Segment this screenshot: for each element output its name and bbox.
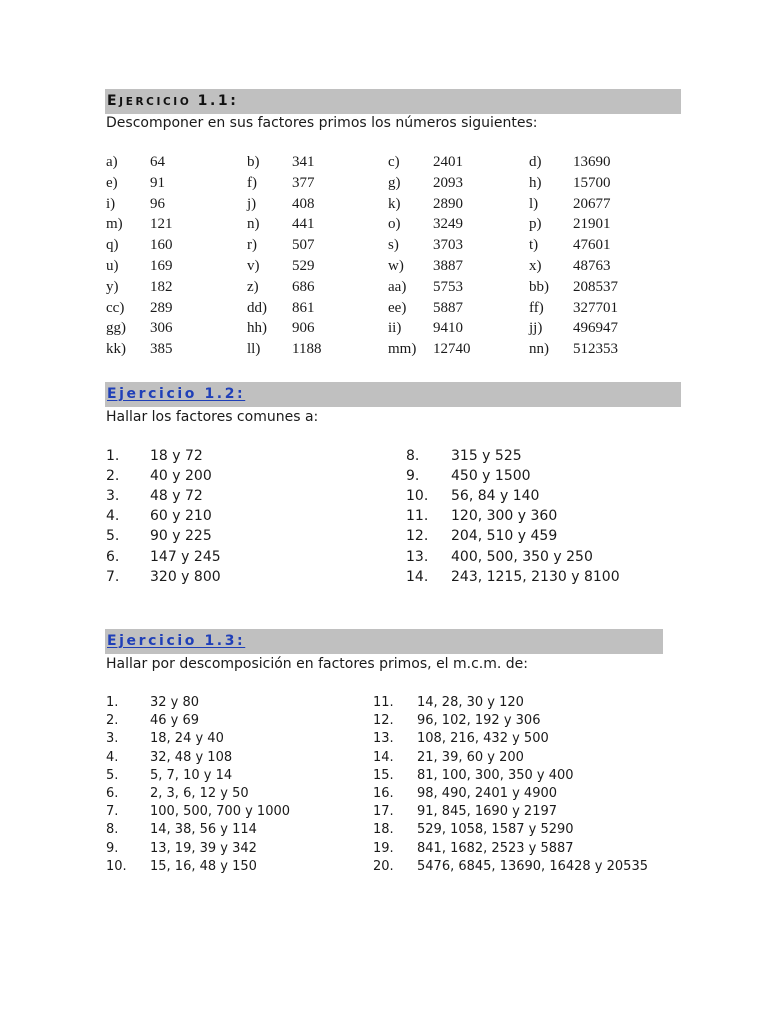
item-label: u) [106, 258, 119, 274]
item-label: ff) [529, 299, 544, 316]
list-item [0, 821, 768, 841]
item-text: 400, 500, 350 y 250 [451, 548, 593, 565]
item-number: 3887 [433, 258, 463, 274]
item-number: 441 [292, 216, 315, 233]
item-label: ee) [388, 299, 407, 316]
item-number: 5887 [433, 299, 463, 316]
item-number: 11. [373, 695, 394, 710]
exercise-1-2-title-link[interactable]: Ejercicio 1.2: [107, 386, 246, 402]
item-label: gg) [106, 320, 126, 337]
item-label: mm) [388, 341, 417, 358]
item-number: 13. [406, 548, 429, 565]
item-label: i) [106, 195, 116, 212]
item-number: 1188 [292, 341, 322, 358]
item-number: 3. [106, 731, 119, 747]
item-number: 47601 [573, 237, 611, 254]
item-number: 10. [406, 488, 429, 505]
item-text: 56, 84 y 140 [451, 488, 540, 505]
item-number: 906 [292, 320, 315, 337]
item-number: 10. [106, 858, 127, 874]
table-row [0, 214, 768, 234]
item-label: z) [247, 278, 259, 295]
item-number: 512353 [573, 341, 618, 358]
item-text: 32, 48 y 108 [150, 749, 233, 765]
item-label: v) [247, 258, 260, 274]
item-number: 13690 [573, 154, 611, 170]
item-text: 243, 1215, 2130 y 8100 [451, 568, 620, 585]
item-label: hh) [247, 320, 267, 337]
item-number: 5753 [433, 278, 463, 295]
list-item [0, 694, 768, 714]
item-text: 48 y 72 [150, 488, 203, 505]
item-number: 861 [292, 299, 315, 316]
list-item [0, 803, 768, 823]
table-row [0, 277, 768, 297]
item-label: ii) [388, 320, 402, 337]
item-text: 5476, 6845, 13690, 16428 y 20535 [417, 858, 648, 874]
table-row [0, 235, 768, 255]
table-row [0, 339, 768, 359]
item-number: 208537 [573, 278, 618, 295]
item-text: 108, 216, 432 y 500 [417, 731, 549, 747]
item-number: 327701 [573, 299, 618, 316]
list-item [0, 730, 768, 750]
list-item [0, 506, 768, 526]
exercise-1-2-instruction: Hallar los factores comunes a: [106, 409, 319, 425]
item-text: 91, 845, 1690 y 2197 [417, 804, 558, 820]
item-text: 147 y 245 [150, 548, 221, 565]
item-number: 17. [373, 804, 394, 820]
item-text: 21, 39, 60 y 200 [417, 749, 524, 765]
item-label: kk) [106, 341, 126, 358]
item-label: l) [529, 195, 539, 212]
item-number: 289 [150, 299, 173, 316]
item-number: 121 [150, 216, 173, 233]
item-label: q) [106, 237, 119, 254]
item-number: 16. [373, 786, 394, 801]
table-row [0, 298, 768, 318]
item-number: 2890 [433, 195, 463, 212]
item-label: h) [529, 174, 542, 191]
item-number: 64 [150, 154, 165, 170]
table-row [0, 256, 768, 276]
item-label: n) [247, 216, 260, 233]
item-text: 18 y 72 [150, 448, 203, 464]
item-number: 4. [106, 508, 120, 525]
item-text: 204, 510 y 459 [451, 528, 558, 545]
item-label: cc) [106, 299, 125, 316]
item-number: 96 [150, 195, 165, 212]
item-text: 32 y 80 [150, 695, 200, 710]
list-item [0, 712, 768, 732]
table-row [0, 318, 768, 338]
item-text: 2, 3, 6, 12 y 50 [150, 786, 249, 801]
item-number: 8. [406, 448, 420, 464]
item-number: 11. [406, 508, 429, 525]
exercise-1-1-instruction: Descomponer en sus factores primos los números siguientes: [106, 115, 538, 131]
item-label: f) [247, 174, 257, 191]
table-row [0, 173, 768, 193]
list-item [0, 547, 768, 567]
item-label: s) [388, 237, 399, 254]
item-label: jj) [529, 320, 543, 337]
exercise-1-2-heading[interactable] [105, 382, 681, 407]
list-item [0, 858, 768, 878]
item-number: 408 [292, 195, 315, 212]
list-item [0, 749, 768, 769]
table-row [0, 194, 768, 214]
item-number: 5. [106, 767, 119, 783]
item-text: 81, 100, 300, 350 y 400 [417, 767, 574, 783]
item-number: 2. [106, 468, 120, 485]
item-label: o) [388, 216, 401, 233]
item-text: 450 y 1500 [451, 468, 531, 485]
item-text: 96, 102, 192 y 306 [417, 713, 541, 729]
item-text: 60 y 210 [150, 508, 212, 525]
item-number: 341 [292, 154, 315, 170]
item-text: 320 y 800 [150, 568, 221, 585]
item-text: 98, 490, 2401 y 4900 [417, 786, 558, 801]
item-number: 377 [292, 174, 315, 191]
item-label: d) [529, 154, 542, 170]
item-label: dd) [247, 299, 267, 316]
item-text: 15, 16, 48 y 150 [150, 858, 257, 874]
item-text: 315 y 525 [451, 448, 522, 464]
item-text: 40 y 200 [150, 468, 212, 485]
exercise-1-3-heading[interactable] [105, 629, 663, 654]
item-text: 90 y 225 [150, 528, 212, 545]
item-number: 306 [150, 320, 173, 337]
item-label: bb) [529, 278, 549, 295]
item-number: 3249 [433, 216, 463, 233]
item-label: j) [247, 195, 257, 212]
item-number: 9. [406, 468, 420, 485]
item-number: 14. [373, 749, 394, 765]
item-label: aa) [388, 278, 407, 295]
item-number: 20677 [573, 195, 611, 212]
list-item [0, 767, 768, 787]
item-number: 7. [106, 804, 119, 820]
item-text: 100, 500, 700 y 1000 [150, 804, 291, 820]
item-label: c) [388, 154, 400, 170]
item-label: m) [106, 216, 123, 233]
item-text: 46 y 69 [150, 713, 200, 729]
item-number: 6. [106, 548, 120, 565]
item-text: 14, 28, 30 y 120 [417, 695, 524, 710]
item-label: ll) [247, 341, 261, 358]
item-text: 841, 1682, 2523 y 5887 [417, 840, 574, 856]
item-text: 18, 24 y 40 [150, 731, 224, 747]
exercise-1-3-instruction: Hallar por descomposición en factores primos, el m.c.m. de: [106, 656, 529, 672]
item-label: p) [529, 216, 542, 233]
item-label: t) [529, 237, 539, 254]
list-item [0, 526, 768, 546]
item-number: 169 [150, 258, 173, 274]
item-number: 8. [106, 822, 119, 838]
item-number: 12. [373, 713, 394, 729]
list-item [0, 486, 768, 506]
item-label: e) [106, 174, 118, 191]
item-number: 160 [150, 237, 173, 254]
item-number: 529 [292, 258, 315, 274]
item-label: r) [247, 237, 257, 254]
item-number: 2093 [433, 174, 463, 191]
item-text: 14, 38, 56 y 114 [150, 822, 257, 838]
item-number: 9. [106, 840, 119, 856]
item-label: nn) [529, 341, 549, 358]
item-label: x) [529, 258, 542, 274]
item-text: 529, 1058, 1587 y 5290 [417, 822, 574, 838]
item-number: 1. [106, 695, 119, 710]
exercise-1-3-title-link[interactable]: Ejercicio 1.3: [107, 633, 246, 649]
item-number: 385 [150, 341, 173, 358]
item-number: 1. [106, 448, 120, 464]
item-text: 120, 300 y 360 [451, 508, 558, 525]
item-number: 15700 [573, 174, 611, 191]
exercise-1-1-heading: EJERCICIO 1.1: [105, 89, 681, 114]
list-item [0, 466, 768, 486]
table-row [0, 152, 768, 172]
item-text: 5, 7, 10 y 14 [150, 767, 233, 783]
item-number: 12740 [433, 341, 471, 358]
list-item [0, 785, 768, 805]
item-number: 91 [150, 174, 165, 191]
item-number: 686 [292, 278, 315, 295]
item-number: 507 [292, 237, 315, 254]
item-number: 15. [373, 767, 394, 783]
item-number: 14. [406, 568, 429, 585]
item-label: b) [247, 154, 260, 170]
item-label: a) [106, 154, 118, 170]
item-number: 2. [106, 713, 119, 729]
list-item [0, 840, 768, 860]
item-number: 2401 [433, 154, 463, 170]
item-number: 12. [406, 528, 429, 545]
item-number: 7. [106, 568, 120, 585]
item-label: w) [388, 258, 404, 274]
item-number: 20. [373, 858, 394, 874]
item-number: 4. [106, 749, 119, 765]
list-item [0, 446, 768, 466]
item-label: g) [388, 174, 401, 191]
item-number: 13. [373, 731, 394, 747]
item-number: 21901 [573, 216, 611, 233]
item-number: 496947 [573, 320, 618, 337]
item-text: 13, 19, 39 y 342 [150, 840, 257, 856]
item-number: 19. [373, 840, 394, 856]
item-label: y) [106, 278, 119, 295]
item-number: 9410 [433, 320, 463, 337]
item-label: k) [388, 195, 401, 212]
item-number: 48763 [573, 258, 611, 274]
item-number: 6. [106, 786, 119, 801]
item-number: 18. [373, 822, 394, 838]
item-number: 182 [150, 278, 173, 295]
item-number: 5. [106, 528, 120, 545]
item-number: 3703 [433, 237, 463, 254]
list-item [0, 567, 768, 587]
item-number: 3. [106, 488, 120, 505]
